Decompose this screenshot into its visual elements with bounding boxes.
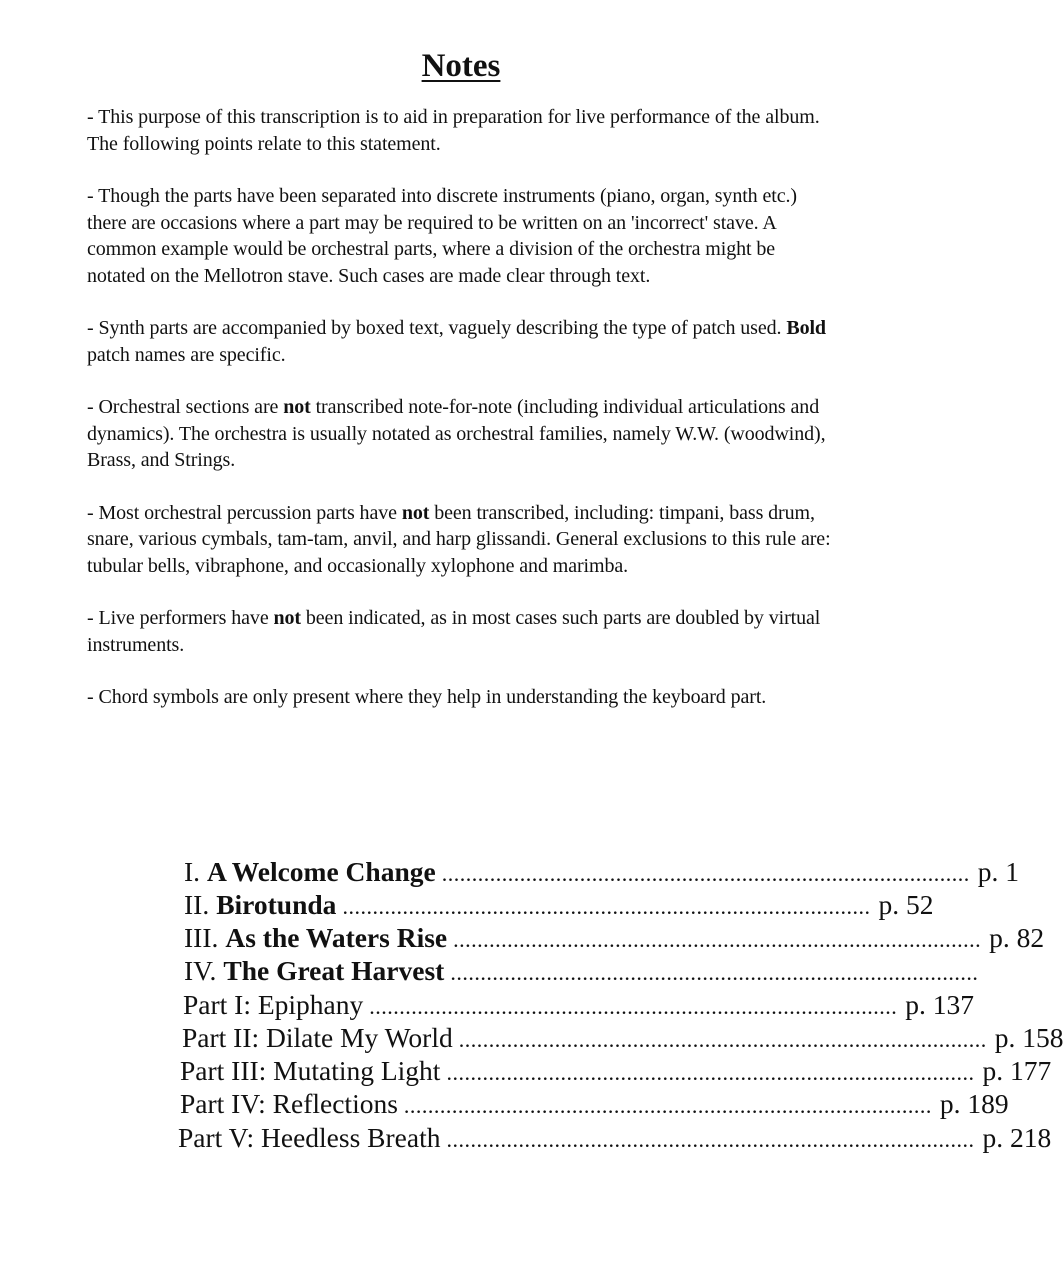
toc-entry — [184, 954, 979, 987]
toc-leader-dots: ........................................................................................ — [369, 994, 898, 1019]
note-text: - Synth parts are accompanied by boxed text, vaguely describing the type of patch used. — [87, 317, 787, 339]
note-text: - Orchestral sections are — [87, 396, 284, 418]
note-text: - Though the parts have been separated into discrete instruments (piano, organ, synth etc.) there are occasions where a part may be required to be written on an 'incorrect' stave. A common example would be orchestral parts, where a division of the orchestra might be notated on the Mellotron stave. Such cases are made clear through text. — [87, 185, 797, 287]
toc-entry-page: p. 82 — [989, 922, 1045, 953]
note-text: transcribed note-for-note (including individual articulations and dynamics). The orchestra is usually notated as orchestral families, namely W.W. (woodwind), Brass, and Strings. — [87, 396, 826, 471]
toc-entry — [184, 921, 1045, 954]
notes-list — [87, 104, 832, 737]
toc-entry-number: II. — [184, 889, 210, 920]
note-paragraph — [87, 394, 832, 474]
toc-entry-number: III. — [184, 922, 219, 953]
toc-entry-number: I. — [184, 856, 201, 887]
toc-entry — [184, 888, 934, 921]
toc-leader-dots: ........................................................................................ — [453, 927, 982, 952]
toc-entry-page: p. 1 — [977, 856, 1019, 887]
toc-leader-dots: ........................................................................................ — [450, 960, 979, 985]
note-text: - Live performers have — [87, 607, 274, 629]
note-paragraph — [87, 605, 832, 658]
toc-entry-title: As the Waters Rise — [225, 922, 448, 953]
toc-entry — [182, 1021, 1063, 1054]
toc-entry — [183, 988, 974, 1021]
note-bold-text: not — [401, 501, 430, 524]
toc-entry-page: p. 52 — [878, 889, 934, 920]
toc-entry-title: Part IV: Reflections — [180, 1088, 398, 1119]
toc-entry-title: Birotunda — [216, 889, 337, 920]
toc-entry-page: p. 177 — [982, 1055, 1052, 1086]
toc-entry-page: p. 137 — [905, 989, 974, 1020]
toc-entry — [178, 1121, 1052, 1154]
toc-entry-title: Part V: Heedless Breath — [178, 1122, 441, 1153]
note-text: been transcribed, including: timpani, bass drum, snare, various cymbals, tam-tam, anvil, and harp glissandi. General exclusions to this rule are: tubular bells, vibraphone, and occasionally xylophone and marimba. — [87, 501, 831, 577]
toc-leader-dots: ........................................................................................ — [342, 894, 871, 919]
note-text: - Most orchestral percussion parts have — [87, 501, 402, 524]
toc-entry — [184, 855, 1019, 888]
toc-entry-title: A Welcome Change — [207, 856, 436, 887]
toc-entry-title: Part I: Epiphany — [183, 989, 364, 1020]
toc-entry-page: p. 189 — [939, 1088, 1009, 1119]
toc-entry — [180, 1087, 1009, 1120]
toc-entry-page: p. 218 — [982, 1122, 1052, 1153]
toc-entry-title: The Great Harvest — [223, 955, 445, 986]
note-text: been indicated, as in most cases such parts are doubled by virtual instruments. — [87, 607, 821, 656]
toc-leader-dots: ........................................................................................ — [403, 1093, 932, 1118]
page-title: Notes — [421, 48, 501, 84]
toc-entry-page: p. 158 — [994, 1022, 1063, 1053]
toc-entry-title: Part III: Mutating Light — [180, 1055, 441, 1086]
note-bold-text: not — [283, 396, 311, 418]
note-bold-text: not — [273, 607, 301, 629]
note-text: - Chord symbols are only present where they help in understanding the keyboard part. — [87, 686, 767, 708]
note-text: - This purpose of this transcription is to aid in preparation for live performance of the album. The following points relate to this statement. — [87, 106, 820, 155]
note-text: patch names are specific. — [87, 343, 286, 366]
toc-leader-dots: ........................................................................................ — [441, 861, 970, 886]
toc-leader-dots: ........................................................................................ — [458, 1027, 987, 1052]
note-bold-text: Bold — [786, 317, 826, 339]
note-paragraph — [87, 315, 832, 368]
note-paragraph — [87, 500, 832, 580]
toc-entry — [180, 1054, 1052, 1087]
toc-leader-dots: ........................................................................................ — [446, 1060, 975, 1085]
toc-leader-dots: ........................................................................................ — [446, 1127, 975, 1152]
note-paragraph — [87, 684, 832, 711]
note-paragraph — [87, 104, 832, 157]
toc-entry-number: IV. — [184, 955, 217, 986]
toc-entry-title: Part II: Dilate My World — [182, 1022, 453, 1053]
note-paragraph — [87, 183, 832, 289]
